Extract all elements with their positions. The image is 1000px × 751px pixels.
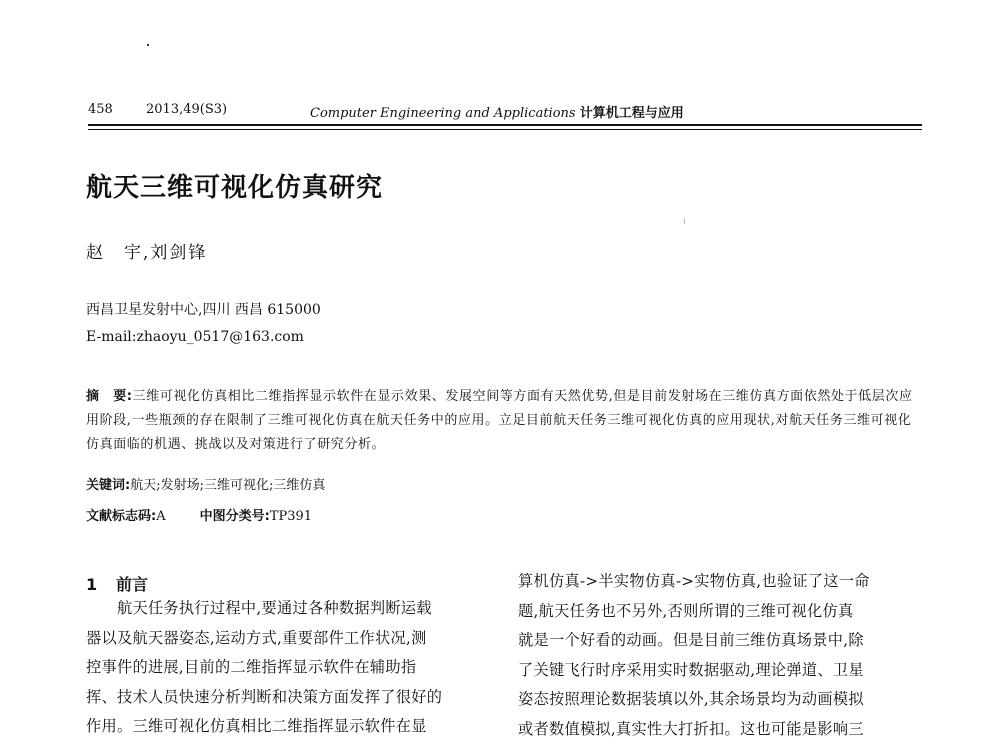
- doc-code: A: [156, 509, 166, 524]
- scan-dot: [147, 44, 149, 46]
- body-line: 姿态按照理论数据装填以外,其余场景均为动画模拟: [518, 690, 864, 708]
- body-line: 器以及航天器姿态,运动方式,重要部件工作状况,测: [86, 628, 427, 647]
- section-heading: [86, 572, 148, 595]
- volume-issue: 2013,49(S3): [146, 102, 228, 117]
- body-line: 作用。三维可视化仿真相比二维指挥显示软件在显: [86, 717, 427, 735]
- clc-code: TP391: [269, 509, 313, 524]
- body-line: 或者数值模拟,真实性大打折扣。这也可能是影响三: [518, 719, 864, 738]
- header-rule-thin: [88, 129, 922, 130]
- author-email: E-mail:zhaoyu_0517@163.com: [86, 329, 304, 345]
- scan-mark: [684, 218, 685, 224]
- section-title: 前言: [116, 575, 149, 594]
- left-column: [86, 594, 488, 742]
- body-line: 了关键飞行时序采用实时数据驱动,理论弹道、卫星: [518, 660, 864, 679]
- abstract-label: 摘 要:: [86, 389, 133, 404]
- body-line: 就是一个好看的动画。但是目前三维仿真场景中,除: [518, 631, 864, 649]
- body-line: 航天任务执行过程中,要通过各种数据判断运载: [86, 599, 432, 617]
- journal-name: Computer Engineering and Applications 计算机工程与应用: [310, 106, 684, 121]
- body-line: 控事件的进展,目前的二维指挥显示软件在辅助指: [86, 658, 417, 676]
- body-line: 挥、技术人员快速分析判断和决策方面发挥了很好的: [86, 687, 443, 706]
- keywords: [86, 474, 325, 493]
- page-number: 458: [88, 102, 113, 117]
- clc-label: 中图分类号:: [199, 509, 270, 524]
- journal-name-cn: 计算机工程与应用: [579, 106, 684, 121]
- author-list: 赵 宇,刘剑锋: [86, 243, 208, 263]
- doc-code-label: 文献标志码:: [86, 509, 157, 524]
- body-line: 算机仿真->半实物仿真->实物仿真,也验证了这一命: [518, 572, 870, 590]
- section-number: 1: [86, 575, 98, 594]
- abstract-text: 三维可视化仿真相比二维指挥显示软件在显示效果、发展空间等方面有天然优势,但是目前发射场在三维仿真方面依然处于低层次应用阶段,一些瓶颈的存在限制了三维可视化仿真在航天任务中的应用。立足目前航天任务三维可视化仿真的应用现状,对航天任务三维可视化仿真面临的机遇、挑战以及对策进行了研究分析。: [86, 389, 913, 452]
- right-column: [518, 567, 922, 744]
- keywords-label: 关键词:: [86, 478, 131, 493]
- affiliation: 西昌卫星发射中心,四川 西昌 615000: [86, 302, 321, 318]
- body-line: 题,航天任务也不另外,否则所谓的三维可视化仿真: [518, 601, 854, 620]
- abstract: [86, 385, 920, 457]
- classification: [86, 505, 312, 524]
- paper-title: 航天三维可视化仿真研究: [86, 173, 384, 203]
- header-rule-thick: [88, 124, 922, 126]
- keywords-text: 航天;发射场;三维可视化;三维仿真: [130, 478, 326, 493]
- running-header: [88, 100, 922, 122]
